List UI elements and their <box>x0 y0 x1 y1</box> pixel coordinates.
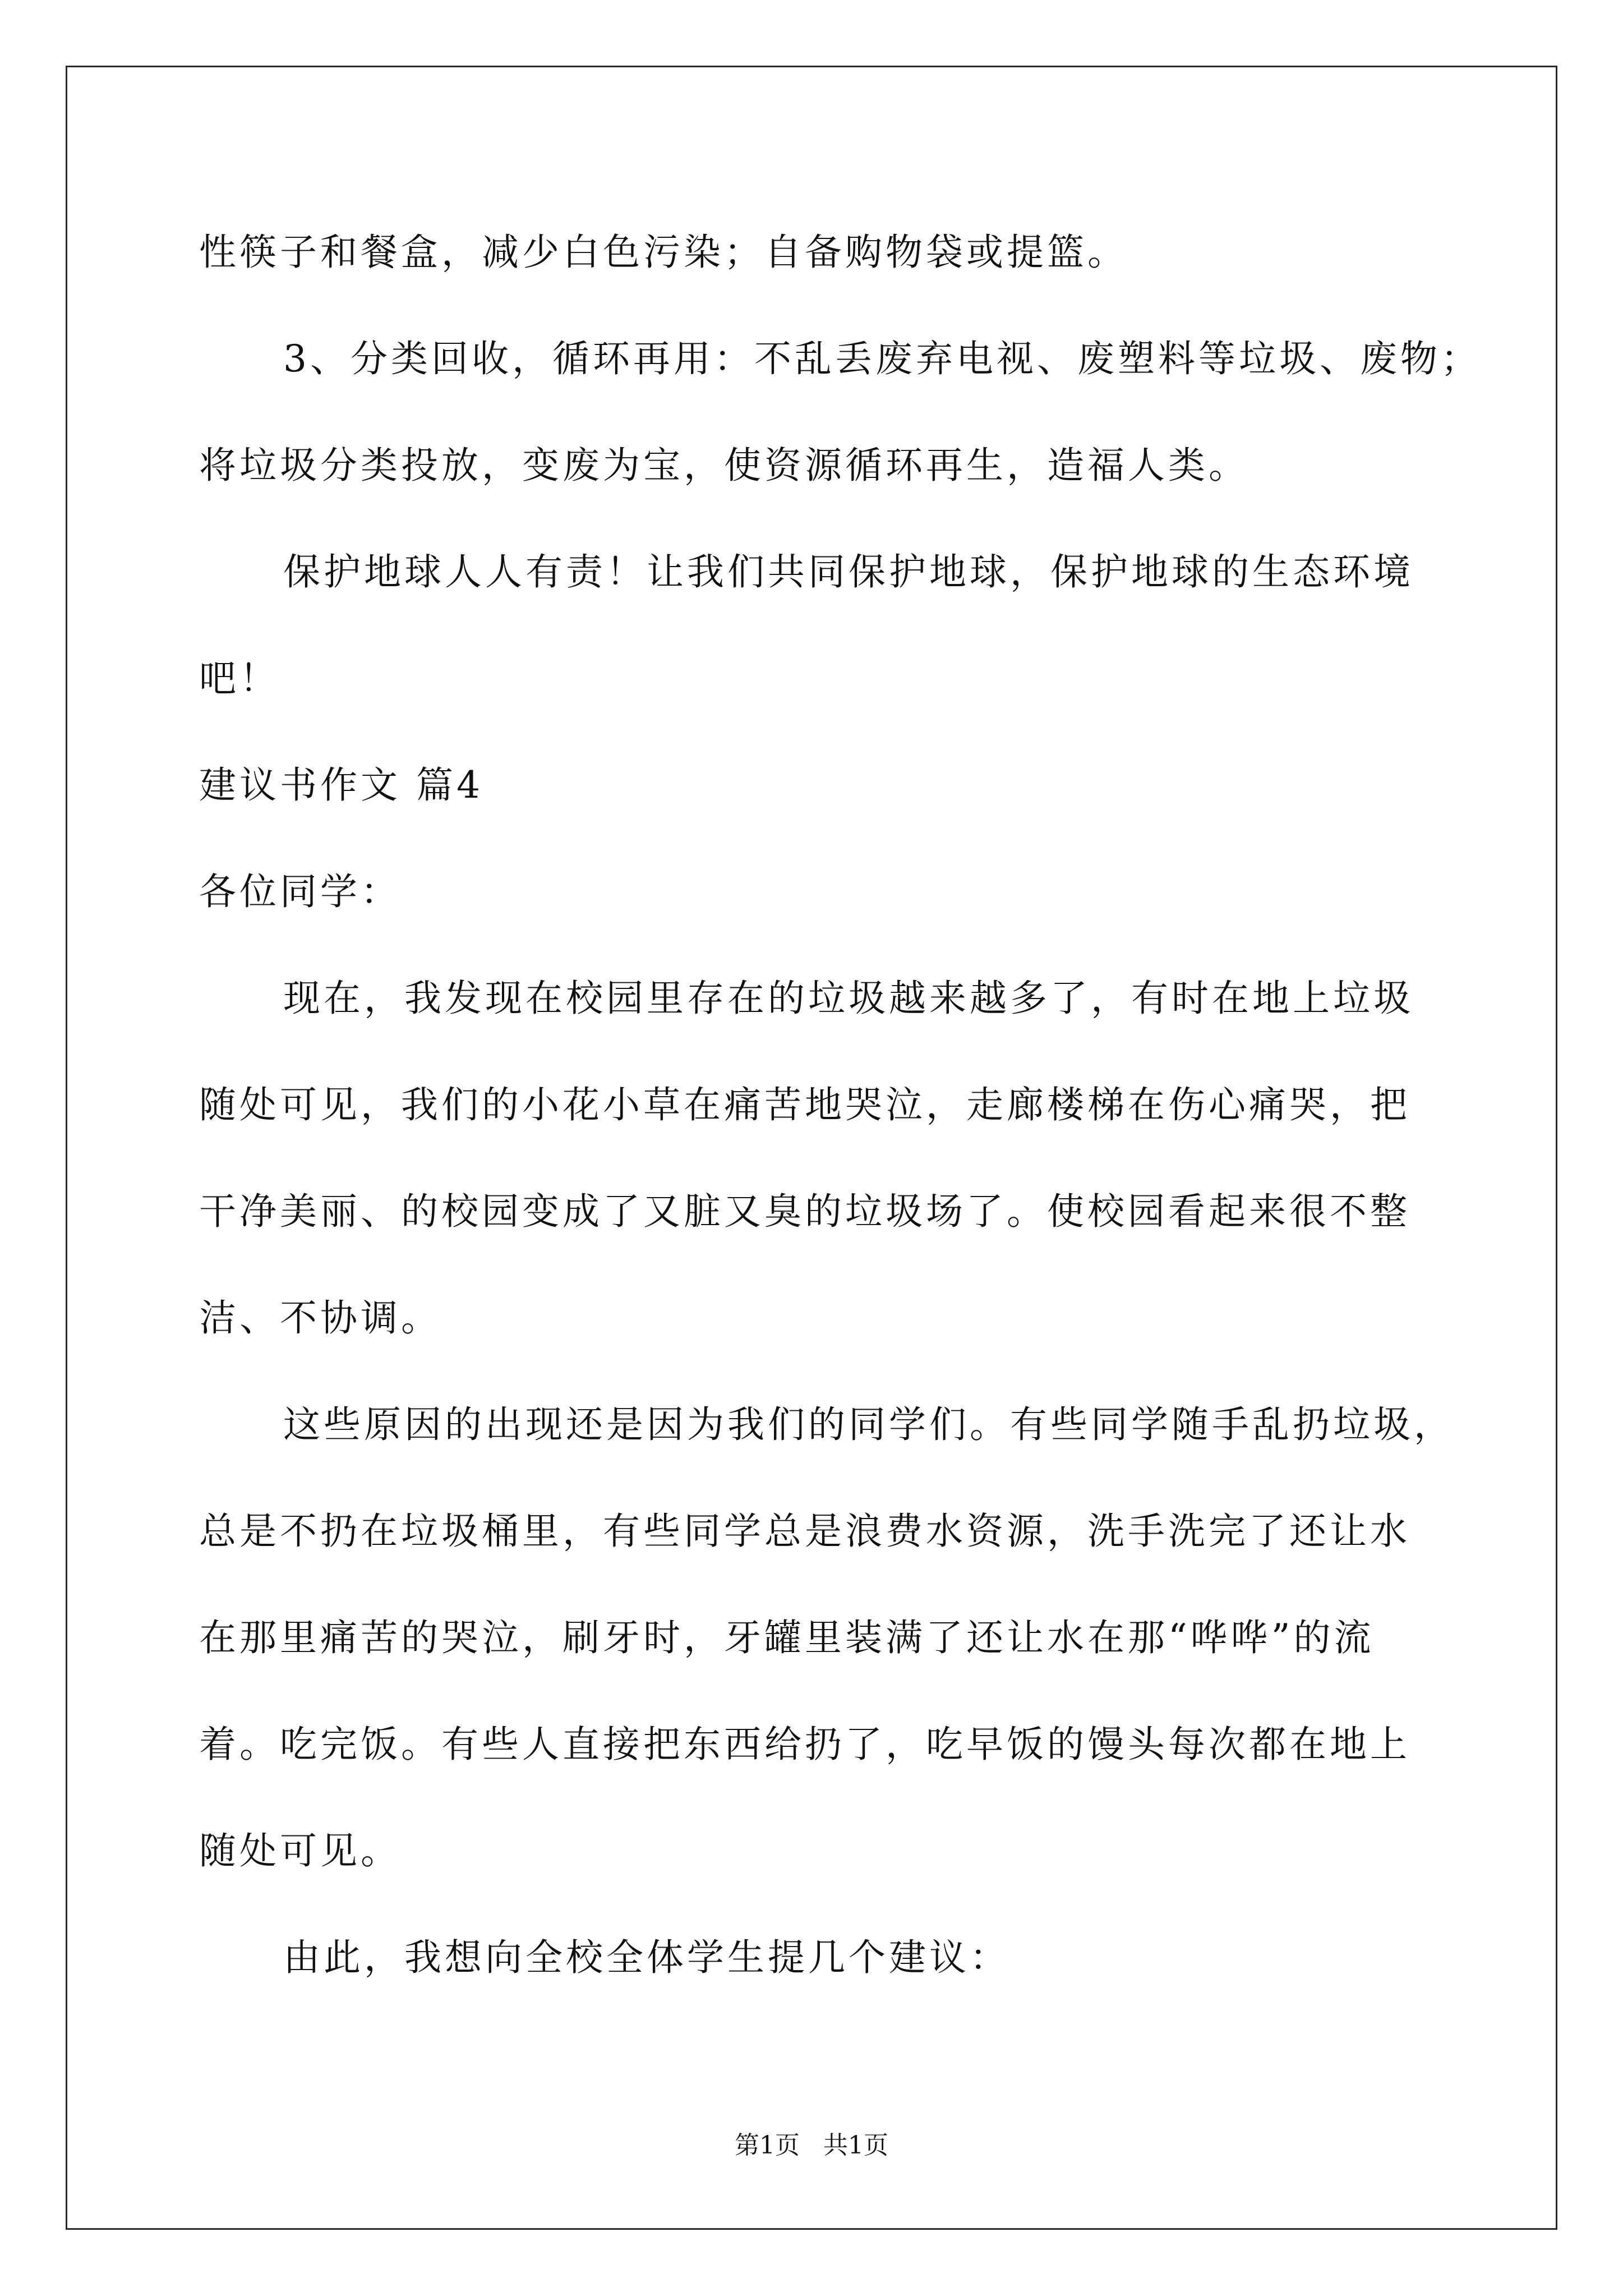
paragraph-line: 吧！ <box>199 657 280 700</box>
page-number-footer: 第1页 共1页 <box>735 2131 888 2160</box>
page-border <box>66 66 1557 2230</box>
paragraph-line: 将垃圾分类投放，变废为宝，使资源循环再生，造福人类。 <box>199 444 1249 487</box>
paragraph-line: 这些原因的出现还是因为我们的同学们。有些同学随手乱扔垃圾， <box>283 1403 1454 1446</box>
paragraph-line: 着。吃完饭。有些人直接把东西给扔了，吃早饭的馒头每次都在地上 <box>199 1723 1410 1766</box>
section-heading: 建议书作文 篇4 <box>199 763 483 807</box>
paragraph-line: 性筷子和餐盒，减少白色污染；自备购物袋或提篮。 <box>199 231 1128 274</box>
paragraph-line: 保护地球人人有责！让我们共同保护地球，保护地球的生态环境 <box>283 550 1414 593</box>
paragraph-line: 随处可见。 <box>199 1829 401 1872</box>
paragraph-line: 由此，我想向全校全体学生提几个建议： <box>283 1936 1010 1979</box>
paragraph-line: 干净美丽、的校园变成了又脏又臭的垃圾场了。使校园看起来很不整 <box>199 1190 1410 1233</box>
paragraph-line: 随处可见，我们的小花小草在痛苦地哭泣，走廊楼梯在伤心痛哭，把 <box>199 1083 1410 1126</box>
salutation: 各位同学： <box>199 870 401 913</box>
paragraph-line: 总是不扔在垃圾桶里，有些同学总是浪费水资源，洗手洗完了还让水 <box>199 1510 1410 1553</box>
paragraph-line: 3、分类回收，循环再用：不乱丢废弃电视、废塑料等垃圾、废物； <box>283 337 1481 380</box>
paragraph-line: 在那里痛苦的哭泣，刷牙时，牙罐里装满了还让水在那“哗哗”的流 <box>199 1616 1375 1659</box>
paragraph-line: 洁、不协调。 <box>199 1296 441 1340</box>
paragraph-line: 现在，我发现在校园里存在的垃圾越来越多了，有时在地上垃圾 <box>283 977 1414 1020</box>
